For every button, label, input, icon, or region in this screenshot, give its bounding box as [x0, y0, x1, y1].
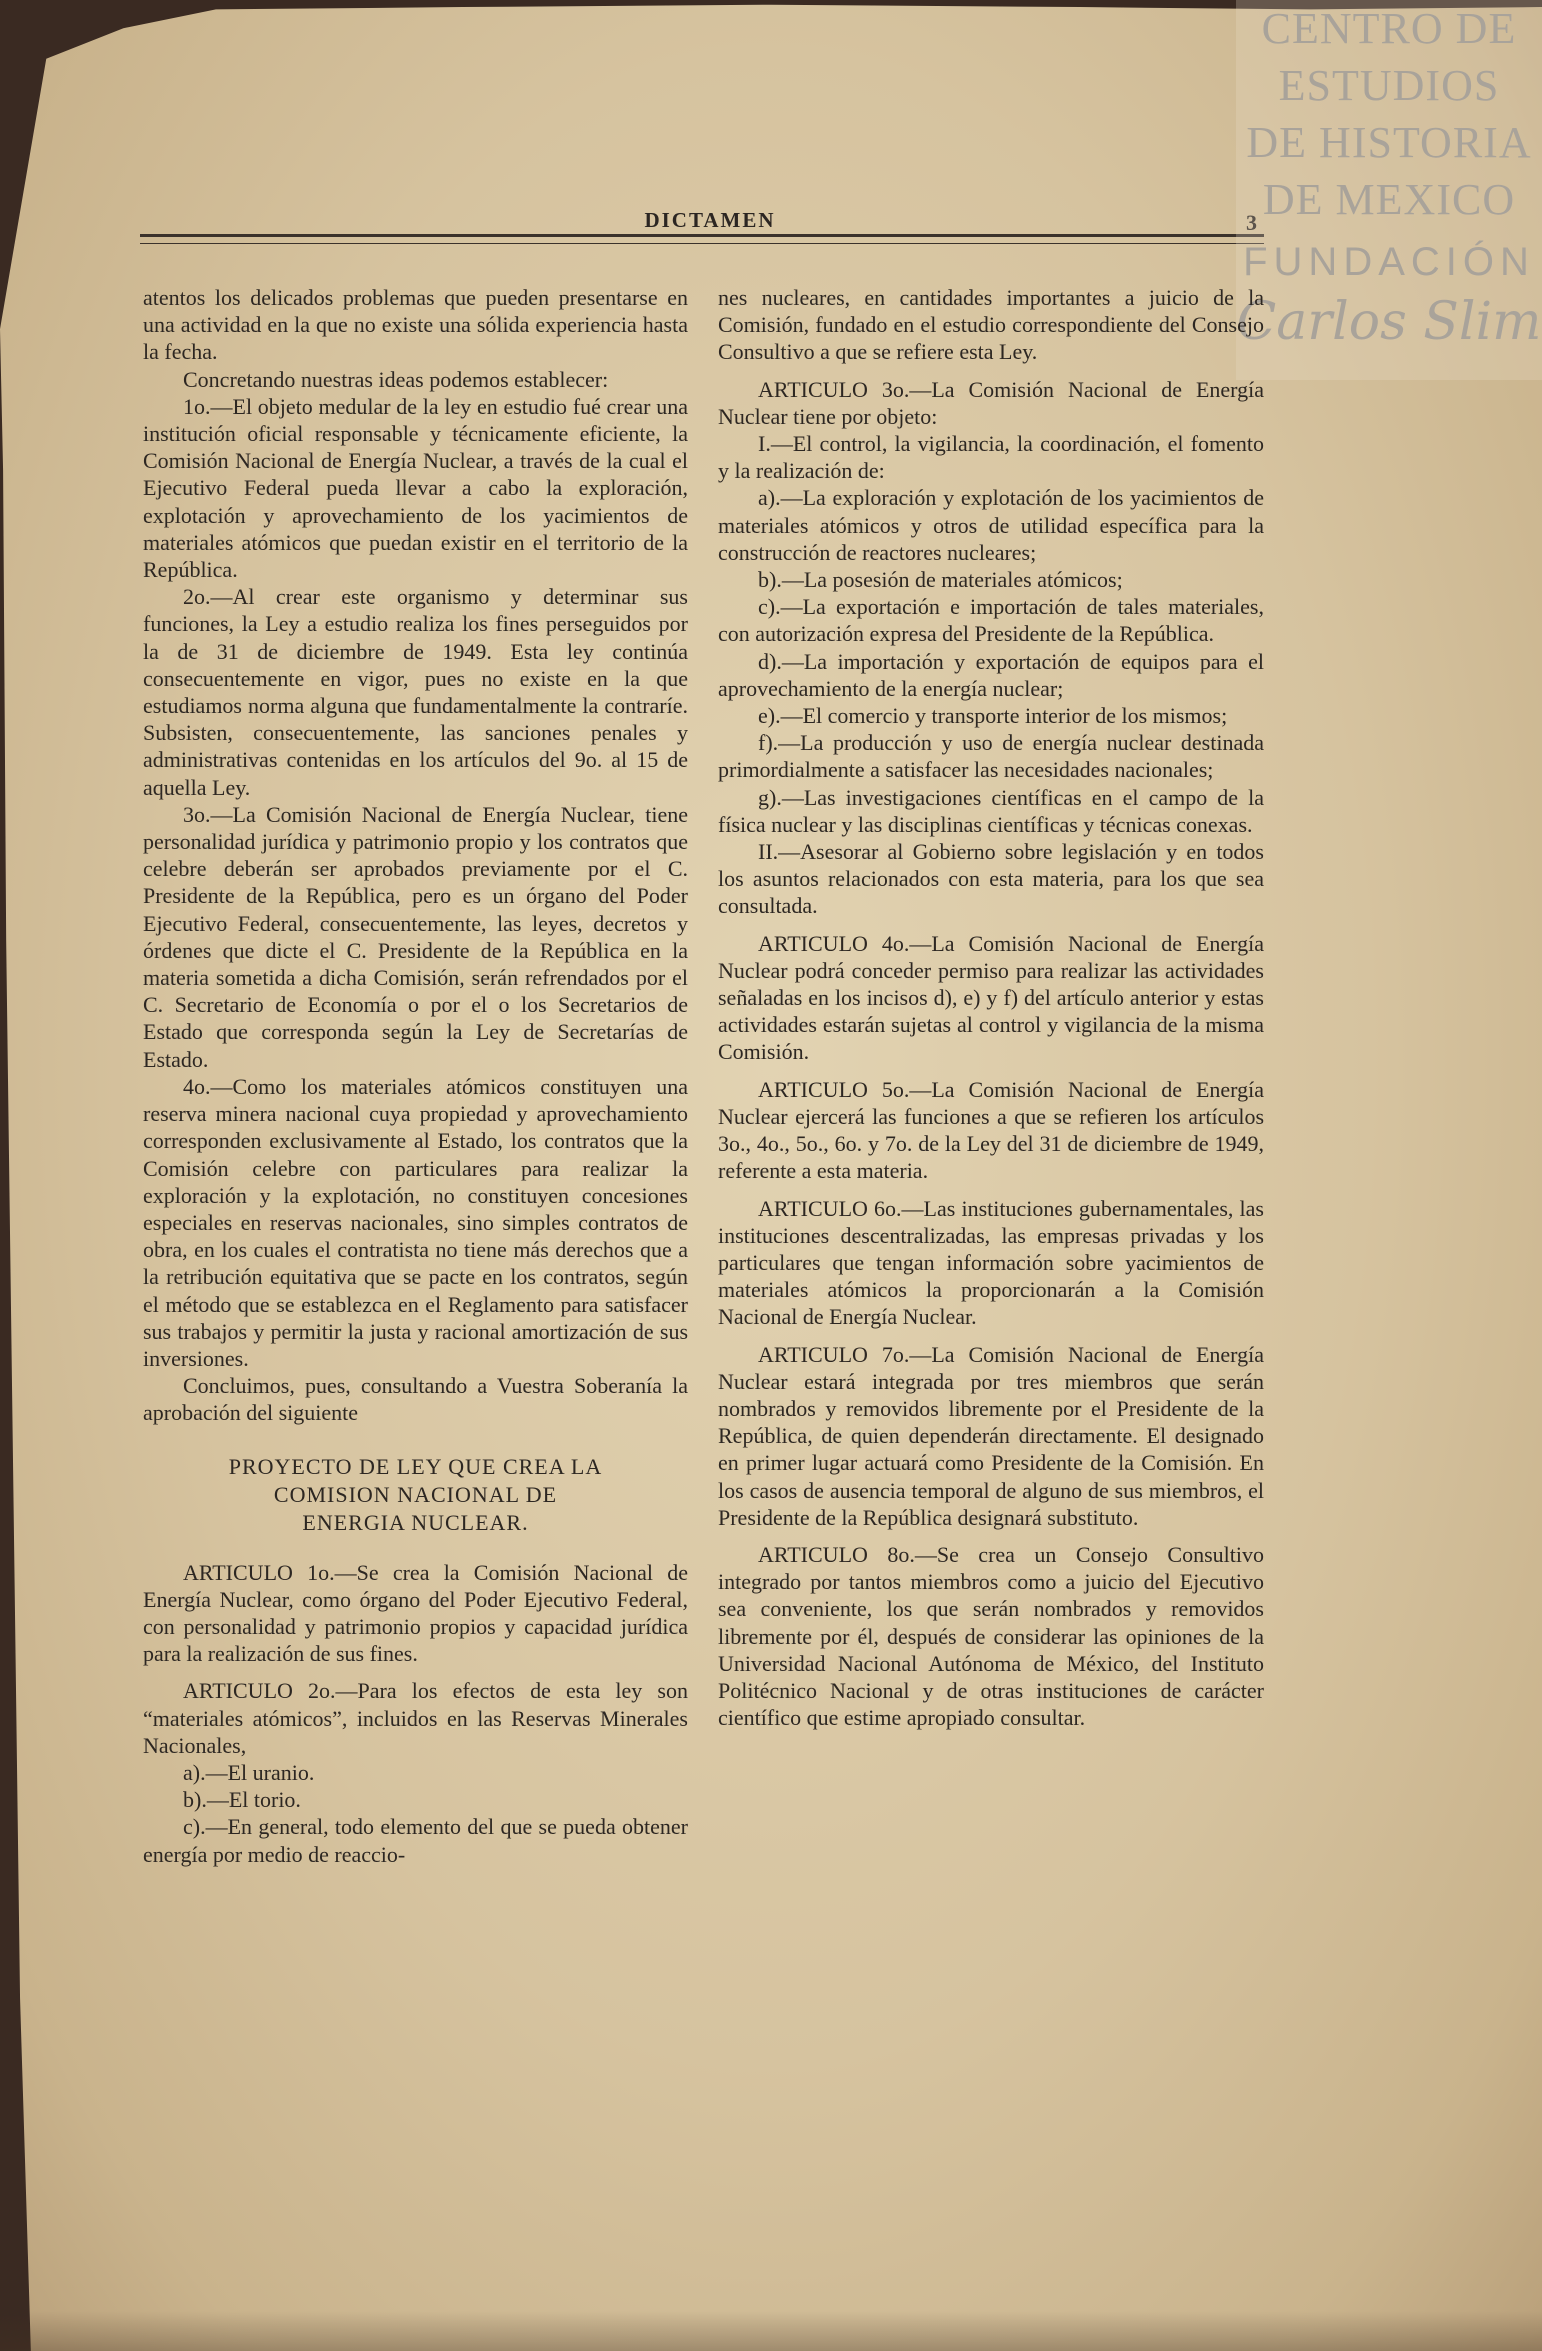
- article-3: ARTICULO 3o.—La Comisión Nacional de Energía Nuclear tiene por objeto:: [718, 376, 1264, 429]
- article-7: ARTICULO 7o.—La Comisión Nacional de Energía Nuclear estará integrada por tres miembros que serán nombrados y removidos libremente por el Presidente de la República, de quien dependerán directamente. El designado en primer lugar actuará como Presidente de la Comisión. En los casos de ausencia temporal de alguno de sus miembros, el Presidente de la República designará substituto.: [718, 1341, 1264, 1530]
- right-column: [718, 284, 1264, 1731]
- running-header-title: DICTAMEN: [644, 208, 776, 232]
- paragraph: 1o.—El objeto medular de la ley en estudio fué crear una institución oficial responsable y técnicamente eficiente, la Comisión Nacional de Energía Nuclear, a través de la cual el Ejecutivo Federal pueda llevar a cabo la exploración, explotación y aprovechamiento de los yacimientos de materiales atómicos que puedan existir en el territorio de la República.: [143, 393, 688, 583]
- article-3-item: b).—La posesión de materiales atómicos;: [758, 567, 1123, 593]
- paragraph: atentos los delicados problemas que pueden presentarse en una actividad en la que no existe una sólida experiencia hasta la fecha.: [143, 285, 688, 365]
- paragraph: Concretando nuestras ideas podemos establecer:: [183, 366, 609, 392]
- bill-title-line: PROYECTO DE LEY QUE CREA LA: [228, 1453, 603, 1479]
- watermark-line-2: ESTUDIOS: [1278, 61, 1500, 110]
- article-2-item: b).—El torio.: [183, 1787, 301, 1813]
- page-number: 3: [1246, 210, 1257, 235]
- bill-title-line: ENERGIA NUCLEAR.: [302, 1509, 529, 1535]
- article-3-item: d).—La importación y exportación de equipos para el aprovechamiento de la energía nuclear;: [718, 648, 1264, 701]
- article-3-item: g).—Las investigaciones científicas en el campo de la física nuclear y las disciplinas científicas y técnicas conexas.: [718, 784, 1264, 837]
- left-column: [143, 284, 688, 1868]
- article-3-item: e).—El comercio y transporte interior de los mismos;: [758, 703, 1228, 729]
- paragraph: 4o.—Como los materiales atómicos constituyen una reserva minera nacional cuya propiedad y aprovechamiento corresponden exclusivamente al Estado, los contratos que la Comisión celebre con particulares para realizar la exploración y la explotación, no constituyen concesiones especiales en reservas nacionales, sino simples contratos de obra, en los cuales el contratista no tiene más derechos que a la retribución equitativa que se pacte en los contratos, según el método que se establezca en el Reglamento para satisfacer sus trabajos y permitir la justa y racional amortización de sus inversiones.: [143, 1073, 688, 1371]
- header-rule: [140, 234, 1264, 244]
- paragraph: 3o.—La Comisión Nacional de Energía Nuclear, tiene personalidad jurídica y patrimonio propio y los contratos que celebre deberán ser aprobados previamente por el C. Presidente de la República, pero es un órgano del Poder Ejecutivo Federal, consecuentemente, las leyes, decretos y órdenes que dicte el C. Presidente de la República en la materia sometida a dicha Comisión, serán refrendados por el C. Secretario de Economía o por el o los Secretarios de Estado que corresponda según la Ley de Secretarías de Estado.: [143, 801, 688, 1072]
- paragraph: nes nucleares, en cantidades importantes a juicio de la Comisión, fundado en el estudio correspondiente del Consejo Consultivo a que se refiere esta Ley.: [718, 285, 1264, 365]
- paragraph: Concluimos, pues, consultando a Vuestra Soberanía la aprobación del siguiente: [143, 1373, 688, 1426]
- bill-title: [143, 1453, 688, 1537]
- article-8: ARTICULO 8o.—Se crea un Consejo Consultivo integrado por tantos miembros como a juicio del Ejecutivo sea conveniente, los que serán nombrados y removidos libremente por él, después de considerar las opiniones de la Universidad Nacional Autónoma de México, del Instituto Politécnico Nacional y de otras instituciones de carácter científico que estime apropiado consultar.: [718, 1541, 1264, 1731]
- watermark-line-1: CENTRO DE: [1261, 4, 1517, 53]
- article-3-item: II.—Asesorar al Gobierno sobre legislación y en todos los asuntos relacionados con esta materia, para los que sea consultada.: [718, 839, 1264, 919]
- article-3-item: a).—La exploración y explotación de los yacimientos de materiales atómicos y otros de utilidad específica para la construcción de reactores nucleares;: [718, 485, 1264, 565]
- article-5: ARTICULO 5o.—La Comisión Nacional de Energía Nuclear ejercerá las funciones a que se refieren los artículos 3o., 4o., 5o., 6o. y 7o. de la Ley del 31 de diciembre de 1949, referente a esta materia.: [718, 1076, 1264, 1184]
- article-2: ARTICULO 2o.—Para los efectos de esta ley son “materiales atómicos”, incluidos en las Reservas Minerales Nacionales,: [143, 1678, 688, 1758]
- article-4: ARTICULO 4o.—La Comisión Nacional de Energía Nuclear podrá conceder permiso para realizar las actividades señaladas en los incisos d), e) y f) del artículo anterior y estas actividades estarán sujetas al control y vigilancia de la misma Comisión.: [718, 930, 1264, 1065]
- paragraph: 2o.—Al crear este organismo y determinar sus funciones, la Ley a estudio realiza los fines perseguidos por la de 31 de diciembre de 1949. Esta ley continúa consecuentemente en vigor, pues no existe en la que estudiamos norma alguna que fundamentalmente la contraríe. Subsisten, consecuentemente, las sanciones penales y administrativas contenidas en los artículos del 9o. al 15 de aquella Ley.: [143, 584, 688, 800]
- watermark-line-3: DE HISTORIA: [1246, 118, 1532, 167]
- article-2-item: a).—El uranio.: [183, 1759, 315, 1785]
- article-3-item: I.—El control, la vigilancia, la coordinación, el fomento y la realización de:: [718, 431, 1264, 484]
- page-shadow: [0, 2311, 1542, 2351]
- watermark-fundacion: FUNDACIÓN: [1243, 240, 1535, 284]
- article-3-item: c).—La exportación e importación de tales materiales, con autorización expresa del Presidente de la República.: [718, 594, 1264, 647]
- article-3-item: f).—La producción y uso de energía nuclear destinada primordialmente a satisfacer las necesidades nacionales;: [718, 730, 1264, 783]
- article-2-item: c).—En general, todo elemento del que se pueda obtener energía por medio de reaccio-: [143, 1814, 688, 1867]
- article-6: ARTICULO 6o.—Las instituciones gubernamentales, las instituciones descentralizadas, las empresas privadas y los particulares que tengan información sobre yacimientos de materiales atómicos la proporcionarán a la Comisión Nacional de Energía Nuclear.: [718, 1195, 1264, 1330]
- bill-title-line: COMISION NACIONAL DE: [273, 1481, 558, 1507]
- archive-watermark: [1236, 0, 1542, 380]
- watermark-line-4: DE MEXICO: [1262, 175, 1516, 224]
- article-1: ARTICULO 1o.—Se crea la Comisión Nacional de Energía Nuclear, como órgano del Poder Ejecutivo Federal, con personalidad y patrimonio propios y capacidad jurídica para la realización de sus fines.: [143, 1559, 688, 1667]
- watermark-signature: Carlos Slim: [1236, 292, 1542, 352]
